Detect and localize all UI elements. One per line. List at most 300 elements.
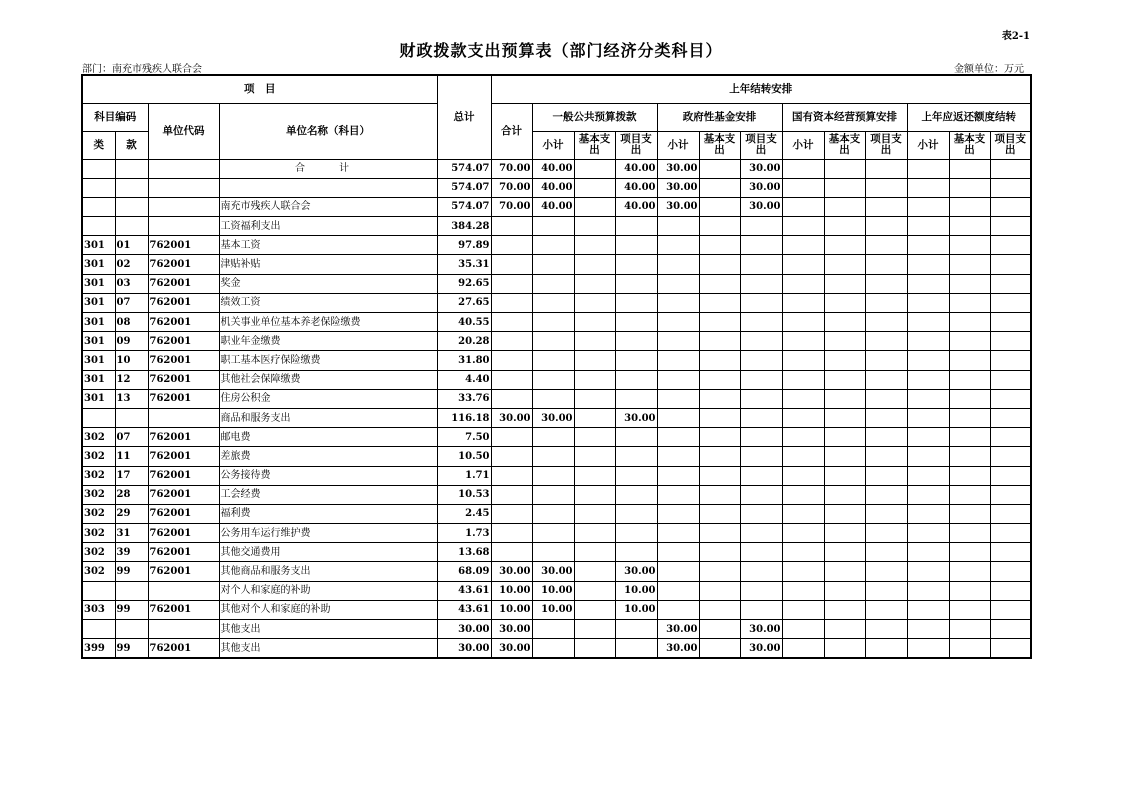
cell-fund-project: [740, 581, 782, 600]
cell-unit-name: 奖金: [219, 274, 437, 293]
cell-kuan: 03: [115, 274, 148, 293]
cell-carryover-subtotal: [907, 370, 949, 389]
cell-carryover-basic: [949, 293, 990, 312]
cell-carryover-basic: [949, 428, 990, 447]
header-subtotal: 小计: [782, 131, 824, 159]
table-body: [82, 159, 1031, 658]
cell-state-capital-subtotal: [782, 351, 824, 370]
table-row: [82, 600, 1031, 619]
table-header: [82, 75, 1031, 159]
cell-lei: 302: [82, 447, 115, 466]
cell-general-project: 10.00: [615, 581, 657, 600]
cell-kuan: 02: [115, 255, 148, 274]
cell-sum: [491, 504, 532, 523]
cell-state-capital-subtotal: [782, 197, 824, 216]
cell-lei: 301: [82, 293, 115, 312]
cell-total: 116.18: [437, 408, 491, 427]
cell-fund-subtotal: [657, 562, 699, 581]
cell-carryover-project: [990, 466, 1031, 485]
cell-unit-name: 其他交通费用: [219, 543, 437, 562]
cell-state-capital-basic: [824, 408, 865, 427]
cell-carryover-project: [990, 620, 1031, 639]
cell-state-capital-project: [865, 543, 907, 562]
header-basic: 基本支出: [949, 131, 990, 159]
cell-state-capital-basic: [824, 255, 865, 274]
page-title: 财政拨款支出预算表（部门经济分类科目）: [399, 41, 723, 60]
cell-fund-subtotal: [657, 332, 699, 351]
cell-general-project: [615, 485, 657, 504]
cell-unit-code: 762001: [148, 543, 219, 562]
table-row: [82, 293, 1031, 312]
cell-fund-subtotal: [657, 524, 699, 543]
cell-state-capital-basic: [824, 370, 865, 389]
cell-state-capital-basic: [824, 178, 865, 197]
cell-unit-name: 福利费: [219, 504, 437, 523]
cell-fund-subtotal: [657, 351, 699, 370]
table-row: [82, 217, 1031, 236]
cell-general-subtotal: 40.00: [532, 197, 574, 216]
cell-general-project: [615, 389, 657, 408]
cell-state-capital-basic: [824, 197, 865, 216]
cell-state-capital-basic: [824, 639, 865, 658]
cell-lei: 301: [82, 313, 115, 332]
cell-sum: [491, 274, 532, 293]
cell-unit-code: [148, 408, 219, 427]
cell-kuan: 12: [115, 370, 148, 389]
cell-general-subtotal: [532, 543, 574, 562]
cell-sum: 30.00: [491, 408, 532, 427]
cell-total: 20.28: [437, 332, 491, 351]
cell-kuan: 09: [115, 332, 148, 351]
cell-sum: [491, 447, 532, 466]
cell-state-capital-project: [865, 217, 907, 236]
cell-fund-project: [740, 370, 782, 389]
cell-unit-name: 对个人和家庭的补助: [219, 581, 437, 600]
cell-carryover-basic: [949, 639, 990, 658]
cell-total: 92.65: [437, 274, 491, 293]
cell-general-basic: [574, 217, 615, 236]
cell-state-capital-subtotal: [782, 620, 824, 639]
cell-carryover-project: [990, 447, 1031, 466]
cell-state-capital-subtotal: [782, 408, 824, 427]
cell-state-capital-subtotal: [782, 313, 824, 332]
table-row: [82, 581, 1031, 600]
cell-state-capital-project: [865, 178, 907, 197]
table-row: [82, 620, 1031, 639]
cell-state-capital-project: [865, 408, 907, 427]
cell-fund-project: [740, 485, 782, 504]
cell-carryover-subtotal: [907, 408, 949, 427]
table-row: [82, 197, 1031, 216]
cell-lei: [82, 178, 115, 197]
header-basic: 基本支出: [824, 131, 865, 159]
cell-state-capital-subtotal: [782, 178, 824, 197]
cell-state-capital-basic: [824, 466, 865, 485]
cell-state-capital-basic: [824, 159, 865, 178]
cell-unit-name: 邮电费: [219, 428, 437, 447]
cell-carryover-basic: [949, 351, 990, 370]
cell-carryover-subtotal: [907, 447, 949, 466]
cell-general-project: [615, 524, 657, 543]
cell-state-capital-project: [865, 581, 907, 600]
cell-general-project: [615, 351, 657, 370]
cell-unit-code: 762001: [148, 428, 219, 447]
cell-general-basic: [574, 293, 615, 312]
cell-kuan: 10: [115, 351, 148, 370]
cell-fund-project: [740, 389, 782, 408]
cell-general-basic: [574, 428, 615, 447]
cell-general-subtotal: [532, 466, 574, 485]
cell-carryover-project: [990, 236, 1031, 255]
cell-general-subtotal: [532, 313, 574, 332]
cell-general-project: [615, 274, 657, 293]
header-unit-code: 单位代码: [148, 103, 219, 159]
cell-kuan: 99: [115, 562, 148, 581]
cell-state-capital-project: [865, 524, 907, 543]
cell-fund-subtotal: [657, 485, 699, 504]
cell-fund-subtotal: [657, 447, 699, 466]
cell-unit-name: 其他社会保障缴费: [219, 370, 437, 389]
cell-sum: 10.00: [491, 581, 532, 600]
cell-carryover-project: [990, 504, 1031, 523]
cell-kuan: 08: [115, 313, 148, 332]
cell-carryover-basic: [949, 543, 990, 562]
cell-unit-code: 762001: [148, 639, 219, 658]
cell-fund-basic: [699, 370, 740, 389]
cell-unit-code: [148, 217, 219, 236]
cell-fund-project: [740, 562, 782, 581]
cell-state-capital-basic: [824, 543, 865, 562]
budget-table: [81, 74, 1032, 659]
cell-fund-project: [740, 332, 782, 351]
cell-general-project: 30.00: [615, 562, 657, 581]
cell-unit-code: 762001: [148, 389, 219, 408]
cell-carryover-basic: [949, 524, 990, 543]
cell-total: 43.61: [437, 600, 491, 619]
cell-state-capital-basic: [824, 562, 865, 581]
cell-state-capital-basic: [824, 485, 865, 504]
cell-lei: [82, 408, 115, 427]
cell-fund-project: 30.00: [740, 197, 782, 216]
cell-lei: 301: [82, 332, 115, 351]
cell-sum: [491, 293, 532, 312]
cell-state-capital-project: [865, 639, 907, 658]
cell-lei: [82, 159, 115, 178]
cell-lei: 399: [82, 639, 115, 658]
cell-general-project: [615, 255, 657, 274]
cell-sum: 10.00: [491, 600, 532, 619]
cell-unit-code: [148, 178, 219, 197]
cell-sum: 70.00: [491, 197, 532, 216]
cell-general-basic: [574, 581, 615, 600]
cell-total: 384.28: [437, 217, 491, 236]
amount-unit-label: 金额单位：万元: [954, 64, 1024, 75]
cell-state-capital-basic: [824, 389, 865, 408]
cell-total: 30.00: [437, 639, 491, 658]
header-group-carryover: 上年应返还额度结转: [907, 103, 1031, 131]
cell-fund-subtotal: 30.00: [657, 178, 699, 197]
cell-general-project: [615, 236, 657, 255]
cell-unit-name: 机关事业单位基本养老保险缴费: [219, 313, 437, 332]
cell-carryover-basic: [949, 504, 990, 523]
cell-total: 13.68: [437, 543, 491, 562]
cell-general-subtotal: [532, 217, 574, 236]
cell-total: 574.07: [437, 178, 491, 197]
cell-carryover-subtotal: [907, 236, 949, 255]
cell-fund-subtotal: [657, 313, 699, 332]
cell-lei: 302: [82, 466, 115, 485]
cell-carryover-basic: [949, 197, 990, 216]
cell-total: 574.07: [437, 159, 491, 178]
table-row: [82, 159, 1031, 178]
cell-fund-subtotal: [657, 236, 699, 255]
cell-carryover-basic: [949, 600, 990, 619]
table-row: [82, 562, 1031, 581]
cell-general-subtotal: 40.00: [532, 159, 574, 178]
cell-unit-name: 其他商品和服务支出: [219, 562, 437, 581]
cell-lei: [82, 217, 115, 236]
cell-state-capital-project: [865, 562, 907, 581]
cell-state-capital-subtotal: [782, 504, 824, 523]
cell-fund-basic: [699, 620, 740, 639]
cell-carryover-subtotal: [907, 581, 949, 600]
cell-unit-name: 工资福利支出: [219, 217, 437, 236]
cell-state-capital-subtotal: [782, 428, 824, 447]
cell-sum: 70.00: [491, 178, 532, 197]
cell-kuan: 31: [115, 524, 148, 543]
header-project: 项目支出: [740, 131, 782, 159]
cell-unit-name: [219, 178, 437, 197]
table-row: [82, 255, 1031, 274]
cell-carryover-subtotal: [907, 351, 949, 370]
cell-fund-basic: [699, 447, 740, 466]
cell-sum: [491, 543, 532, 562]
header-group-general: 一般公共预算拨款: [532, 103, 657, 131]
cell-fund-subtotal: [657, 370, 699, 389]
cell-kuan: 99: [115, 600, 148, 619]
cell-general-basic: [574, 504, 615, 523]
header-project: 项目支出: [990, 131, 1031, 159]
cell-carryover-project: [990, 408, 1031, 427]
cell-fund-project: 30.00: [740, 159, 782, 178]
department-label: 部门：南充市残疾人联合会: [82, 64, 202, 75]
table-row: [82, 524, 1031, 543]
cell-sum: [491, 370, 532, 389]
cell-total: 4.40: [437, 370, 491, 389]
cell-state-capital-basic: [824, 620, 865, 639]
cell-state-capital-project: [865, 485, 907, 504]
cell-total: 2.45: [437, 504, 491, 523]
cell-fund-project: [740, 428, 782, 447]
cell-carryover-project: [990, 543, 1031, 562]
cell-general-subtotal: [532, 428, 574, 447]
cell-general-basic: [574, 600, 615, 619]
cell-state-capital-basic: [824, 274, 865, 293]
table-row: [82, 485, 1031, 504]
cell-unit-code: 762001: [148, 485, 219, 504]
cell-kuan: [115, 408, 148, 427]
cell-lei: 301: [82, 274, 115, 293]
cell-unit-name: 公务用车运行维护费: [219, 524, 437, 543]
header-subtotal: 小计: [532, 131, 574, 159]
cell-state-capital-subtotal: [782, 447, 824, 466]
cell-unit-code: 762001: [148, 332, 219, 351]
table-row: [82, 543, 1031, 562]
cell-kuan: [115, 620, 148, 639]
header-sum: 合计: [491, 103, 532, 159]
cell-fund-basic: [699, 236, 740, 255]
cell-kuan: [115, 217, 148, 236]
cell-general-basic: [574, 639, 615, 658]
cell-carryover-subtotal: [907, 600, 949, 619]
cell-carryover-basic: [949, 313, 990, 332]
cell-general-project: 10.00: [615, 600, 657, 619]
cell-general-project: 40.00: [615, 197, 657, 216]
cell-sum: [491, 466, 532, 485]
cell-fund-subtotal: 30.00: [657, 639, 699, 658]
cell-carryover-subtotal: [907, 332, 949, 351]
cell-unit-code: 762001: [148, 447, 219, 466]
cell-total: 27.65: [437, 293, 491, 312]
cell-sum: [491, 485, 532, 504]
cell-state-capital-subtotal: [782, 236, 824, 255]
cell-unit-name: 公务接待费: [219, 466, 437, 485]
cell-kuan: [115, 159, 148, 178]
table-row: [82, 466, 1031, 485]
cell-unit-code: [148, 620, 219, 639]
cell-carryover-subtotal: [907, 485, 949, 504]
cell-carryover-project: [990, 485, 1031, 504]
cell-kuan: [115, 197, 148, 216]
cell-carryover-project: [990, 217, 1031, 236]
cell-general-basic: [574, 485, 615, 504]
cell-general-project: 40.00: [615, 159, 657, 178]
cell-unit-code: 762001: [148, 274, 219, 293]
table-row: [82, 236, 1031, 255]
cell-state-capital-project: [865, 389, 907, 408]
cell-fund-basic: [699, 332, 740, 351]
cell-fund-project: [740, 466, 782, 485]
cell-fund-subtotal: [657, 504, 699, 523]
cell-carryover-subtotal: [907, 466, 949, 485]
cell-general-project: [615, 620, 657, 639]
table-row: [82, 370, 1031, 389]
cell-general-subtotal: [532, 370, 574, 389]
cell-general-project: [615, 313, 657, 332]
cell-general-project: [615, 639, 657, 658]
cell-state-capital-subtotal: [782, 255, 824, 274]
cell-total: 40.55: [437, 313, 491, 332]
cell-fund-subtotal: [657, 389, 699, 408]
cell-kuan: 28: [115, 485, 148, 504]
cell-fund-project: 30.00: [740, 639, 782, 658]
cell-carryover-project: [990, 389, 1031, 408]
cell-fund-subtotal: [657, 408, 699, 427]
cell-carryover-project: [990, 255, 1031, 274]
cell-general-basic: [574, 466, 615, 485]
cell-unit-name: 工会经费: [219, 485, 437, 504]
cell-carryover-subtotal: [907, 217, 949, 236]
cell-fund-subtotal: [657, 428, 699, 447]
cell-unit-name: 职工基本医疗保险缴费: [219, 351, 437, 370]
cell-fund-project: [740, 408, 782, 427]
cell-state-capital-subtotal: [782, 543, 824, 562]
cell-carryover-subtotal: [907, 562, 949, 581]
cell-fund-project: [740, 447, 782, 466]
cell-carryover-basic: [949, 236, 990, 255]
cell-state-capital-basic: [824, 293, 865, 312]
cell-fund-basic: [699, 466, 740, 485]
cell-fund-basic: [699, 255, 740, 274]
cell-state-capital-project: [865, 274, 907, 293]
cell-unit-name: 南充市残疾人联合会: [219, 197, 437, 216]
cell-fund-subtotal: [657, 255, 699, 274]
cell-total: 574.07: [437, 197, 491, 216]
cell-fund-basic: [699, 428, 740, 447]
cell-state-capital-basic: [824, 600, 865, 619]
cell-sum: [491, 351, 532, 370]
table-row: [82, 274, 1031, 293]
cell-fund-subtotal: 30.00: [657, 197, 699, 216]
cell-unit-name: 其他对个人和家庭的补助: [219, 600, 437, 619]
cell-kuan: 01: [115, 236, 148, 255]
cell-carryover-project: [990, 351, 1031, 370]
cell-carryover-basic: [949, 217, 990, 236]
cell-carryover-project: [990, 197, 1031, 216]
cell-kuan: 07: [115, 428, 148, 447]
cell-general-basic: [574, 313, 615, 332]
cell-state-capital-project: [865, 600, 907, 619]
cell-total: 10.53: [437, 485, 491, 504]
cell-state-capital-subtotal: [782, 600, 824, 619]
cell-lei: 302: [82, 428, 115, 447]
cell-general-basic: [574, 370, 615, 389]
cell-carryover-subtotal: [907, 255, 949, 274]
cell-unit-code: 762001: [148, 293, 219, 312]
cell-state-capital-project: [865, 351, 907, 370]
cell-fund-basic: [699, 159, 740, 178]
cell-general-basic: [574, 274, 615, 293]
cell-unit-code: 762001: [148, 370, 219, 389]
cell-carryover-basic: [949, 620, 990, 639]
cell-total: 35.31: [437, 255, 491, 274]
cell-sum: [491, 389, 532, 408]
cell-general-subtotal: [532, 236, 574, 255]
cell-fund-basic: [699, 389, 740, 408]
cell-carryover-basic: [949, 447, 990, 466]
cell-general-subtotal: [532, 504, 574, 523]
cell-total: 30.00: [437, 620, 491, 639]
cell-unit-name: 商品和服务支出: [219, 408, 437, 427]
cell-fund-subtotal: 30.00: [657, 620, 699, 639]
cell-carryover-basic: [949, 485, 990, 504]
cell-general-basic: [574, 332, 615, 351]
cell-fund-basic: [699, 178, 740, 197]
cell-general-basic: [574, 524, 615, 543]
cell-carryover-project: [990, 370, 1031, 389]
cell-fund-basic: [699, 217, 740, 236]
cell-general-project: [615, 504, 657, 523]
cell-state-capital-project: [865, 504, 907, 523]
header-group-fund: 政府性基金安排: [657, 103, 782, 131]
cell-unit-code: 762001: [148, 504, 219, 523]
cell-lei: 302: [82, 485, 115, 504]
header-subtotal: 小计: [657, 131, 699, 159]
cell-carryover-subtotal: [907, 274, 949, 293]
cell-state-capital-project: [865, 159, 907, 178]
cell-general-basic: [574, 620, 615, 639]
cell-carryover-project: [990, 428, 1031, 447]
